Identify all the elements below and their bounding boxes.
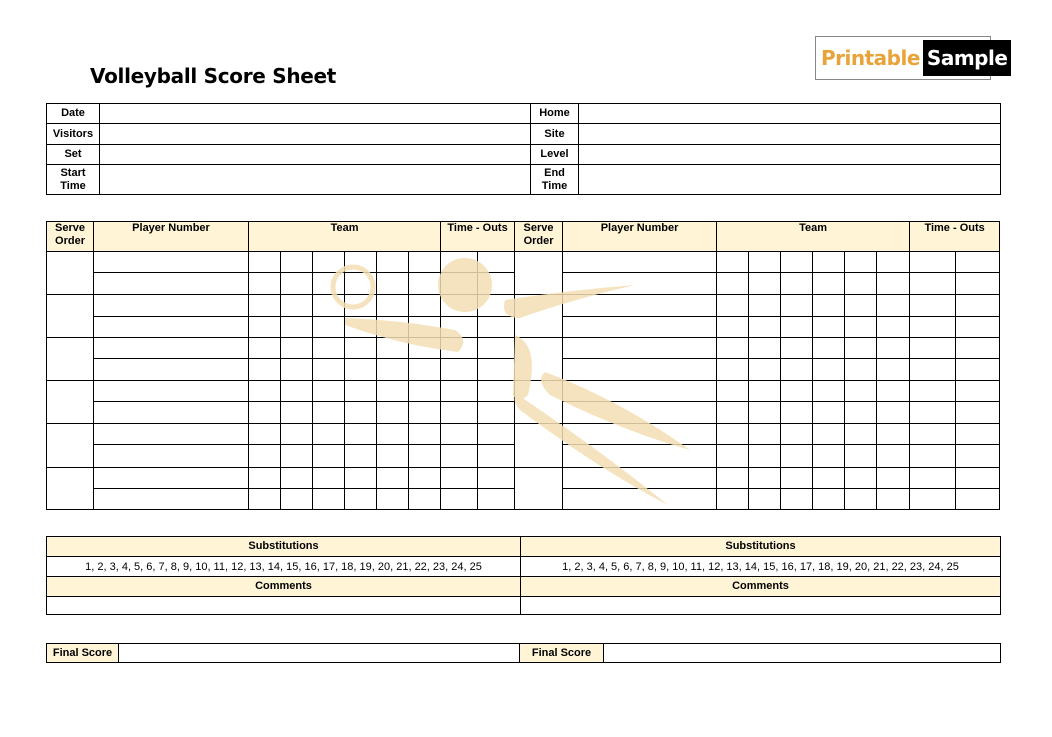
time-out-cell-right[interactable]	[910, 468, 956, 489]
player-number-cell-right[interactable]	[563, 317, 717, 338]
team-score-cell-right[interactable]	[813, 445, 845, 468]
team-score-cell-right[interactable]	[845, 445, 877, 468]
player-number-cell-left[interactable]	[94, 273, 249, 295]
team-score-cell-right[interactable]	[749, 338, 781, 359]
comments-header-right: Comments	[521, 577, 1001, 597]
team-score-cell-right[interactable]	[877, 359, 910, 381]
team-score-cell-right[interactable]	[845, 402, 877, 424]
team-score-cell-left[interactable]	[377, 381, 409, 402]
team-score-cell-left[interactable]	[281, 468, 313, 489]
team-score-cell-left[interactable]	[409, 359, 441, 381]
team-score-cell-right[interactable]	[717, 381, 749, 402]
team-score-cell-right[interactable]	[717, 445, 749, 468]
team-score-cell-right[interactable]	[781, 295, 813, 317]
serve-order-cell-right[interactable]	[515, 381, 563, 424]
substitutions-header-left: Substitutions	[47, 537, 521, 557]
substitution-numbers-left[interactable]: 1, 2, 3, 4, 5, 6, 7, 8, 9, 10, 11, 12, 13, 14, 15, 16, 17, 18, 19, 20, 21, 22, 23, 24, 25	[47, 557, 521, 577]
time-out-cell-right[interactable]	[956, 468, 1000, 489]
team-score-cell-right[interactable]	[845, 317, 877, 338]
team-score-cell-right[interactable]	[813, 424, 845, 445]
team-score-cell-right[interactable]	[845, 468, 877, 489]
team-score-cell-right[interactable]	[781, 252, 813, 273]
time-outs-header-left: Time - Outs	[441, 222, 515, 252]
printable-sample-logo	[815, 36, 1008, 80]
team-score-cell-left[interactable]	[345, 359, 377, 381]
serve-order-cell-left[interactable]	[47, 295, 94, 338]
end-time-field[interactable]	[579, 165, 1001, 195]
team-score-cell-right[interactable]	[877, 468, 910, 489]
team-score-cell-right[interactable]	[749, 402, 781, 424]
team-score-cell-left[interactable]	[281, 338, 313, 359]
serve-order-header-right: Serve Order	[515, 222, 563, 252]
team-score-cell-right[interactable]	[813, 359, 845, 381]
time-out-cell-right[interactable]	[910, 381, 956, 402]
team-score-cell-right[interactable]	[749, 445, 781, 468]
time-out-cell-right[interactable]	[910, 317, 956, 338]
player-number-cell-left[interactable]	[94, 295, 249, 317]
team-score-cell-left[interactable]	[281, 252, 313, 273]
time-out-cell-right[interactable]	[910, 252, 956, 273]
team-score-cell-right[interactable]	[749, 273, 781, 295]
team-score-cell-right[interactable]	[749, 468, 781, 489]
team-score-cell-right[interactable]	[781, 402, 813, 424]
player-number-cell-left[interactable]	[94, 338, 249, 359]
player-number-cell-right[interactable]	[563, 468, 717, 489]
team-score-cell-right[interactable]	[877, 402, 910, 424]
info-table	[46, 103, 1001, 195]
player-number-cell-left[interactable]	[94, 252, 249, 273]
team-score-cell-left[interactable]	[249, 252, 281, 273]
visitors-label: Visitors	[47, 124, 100, 145]
team-score-cell-left[interactable]	[377, 252, 409, 273]
team-score-cell-right[interactable]	[877, 381, 910, 402]
time-out-cell-left[interactable]	[441, 381, 478, 402]
team-score-cell-right[interactable]	[813, 252, 845, 273]
team-score-cell-left[interactable]	[313, 445, 345, 468]
substitutions-table	[46, 536, 1001, 615]
time-out-cell-left[interactable]	[478, 317, 515, 338]
team-score-cell-right[interactable]	[813, 402, 845, 424]
team-score-cell-left[interactable]	[313, 338, 345, 359]
team-score-cell-right[interactable]	[717, 317, 749, 338]
final-score-label-left: Final Score	[47, 644, 119, 663]
team-score-cell-right[interactable]	[877, 295, 910, 317]
serve-order-cell-left[interactable]	[47, 468, 94, 510]
table-row	[47, 468, 1000, 489]
player-number-cell-left[interactable]	[94, 381, 249, 402]
substitutions-header-right: Substitutions	[521, 537, 1001, 557]
team-score-cell-left[interactable]	[377, 445, 409, 468]
serve-order-cell-right[interactable]	[515, 252, 563, 295]
team-score-cell-left[interactable]	[377, 468, 409, 489]
team-score-cell-left[interactable]	[345, 489, 377, 510]
team-score-cell-right[interactable]	[749, 359, 781, 381]
time-out-cell-left[interactable]	[478, 402, 515, 424]
site-field[interactable]	[579, 124, 1001, 145]
team-score-cell-left[interactable]	[249, 338, 281, 359]
team-score-cell-left[interactable]	[377, 295, 409, 317]
time-out-cell-left[interactable]	[478, 424, 515, 445]
time-out-cell-left[interactable]	[478, 489, 515, 510]
table-row	[47, 338, 1000, 359]
final-score-field-left[interactable]	[119, 644, 520, 663]
team-score-cell-right[interactable]	[781, 338, 813, 359]
team-header-right: Team	[717, 222, 910, 252]
substitution-numbers-right[interactable]: 1, 2, 3, 4, 5, 6, 7, 8, 9, 10, 11, 12, 13, 14, 15, 16, 17, 18, 19, 20, 21, 22, 23, 24, 25	[521, 557, 1001, 577]
player-number-cell-right[interactable]	[563, 252, 717, 273]
player-number-header-left: Player Number	[94, 222, 249, 252]
time-out-cell-right[interactable]	[956, 338, 1000, 359]
team-score-cell-left[interactable]	[249, 273, 281, 295]
time-out-cell-right[interactable]	[910, 273, 956, 295]
team-score-cell-right[interactable]	[749, 489, 781, 510]
team-score-cell-left[interactable]	[249, 359, 281, 381]
team-score-cell-left[interactable]	[281, 424, 313, 445]
team-score-cell-right[interactable]	[845, 424, 877, 445]
team-score-cell-left[interactable]	[249, 424, 281, 445]
team-score-cell-left[interactable]	[377, 489, 409, 510]
team-score-cell-right[interactable]	[877, 338, 910, 359]
time-out-cell-left[interactable]	[441, 295, 478, 317]
team-score-cell-left[interactable]	[377, 338, 409, 359]
home-field[interactable]	[579, 104, 1001, 124]
serve-order-cell-right[interactable]	[515, 338, 563, 381]
team-score-cell-right[interactable]	[813, 273, 845, 295]
team-score-cell-left[interactable]	[409, 402, 441, 424]
time-out-cell-right[interactable]	[910, 338, 956, 359]
team-score-cell-right[interactable]	[845, 252, 877, 273]
team-score-cell-left[interactable]	[409, 468, 441, 489]
team-score-cell-left[interactable]	[345, 317, 377, 338]
team-score-cell-right[interactable]	[845, 338, 877, 359]
table-row	[47, 424, 1000, 445]
player-number-cell-right[interactable]	[563, 424, 717, 445]
team-score-cell-left[interactable]	[377, 424, 409, 445]
time-out-cell-left[interactable]	[441, 402, 478, 424]
serve-order-cell-left[interactable]	[47, 381, 94, 424]
time-out-cell-left[interactable]	[441, 252, 478, 273]
time-out-cell-right[interactable]	[956, 489, 1000, 510]
comments-field-left[interactable]	[47, 597, 521, 615]
player-number-cell-right[interactable]	[563, 359, 717, 381]
team-score-cell-right[interactable]	[813, 317, 845, 338]
team-score-cell-right[interactable]	[877, 252, 910, 273]
team-score-cell-right[interactable]	[717, 468, 749, 489]
logo-text-sample: Sample	[923, 40, 1011, 76]
player-number-cell-left[interactable]	[94, 489, 249, 510]
team-score-cell-left[interactable]	[409, 273, 441, 295]
set-label: Set	[47, 145, 100, 165]
team-score-cell-left[interactable]	[409, 295, 441, 317]
player-number-cell-right[interactable]	[563, 381, 717, 402]
team-score-cell-left[interactable]	[281, 295, 313, 317]
time-out-cell-left[interactable]	[441, 424, 478, 445]
team-score-cell-left[interactable]	[249, 295, 281, 317]
team-score-cell-left[interactable]	[281, 359, 313, 381]
serve-order-cell-right[interactable]	[515, 468, 563, 510]
table-row	[47, 252, 1000, 273]
time-out-cell-right[interactable]	[956, 295, 1000, 317]
time-outs-header-right: Time - Outs	[910, 222, 1000, 252]
team-score-cell-right[interactable]	[781, 468, 813, 489]
team-score-cell-left[interactable]	[313, 424, 345, 445]
table-row	[47, 381, 1000, 402]
time-out-cell-left[interactable]	[478, 252, 515, 273]
visitors-field[interactable]	[100, 124, 531, 145]
team-score-cell-left[interactable]	[377, 402, 409, 424]
logo-text-printable: Printable	[821, 46, 920, 70]
team-score-cell-left[interactable]	[313, 252, 345, 273]
team-score-cell-left[interactable]	[313, 359, 345, 381]
team-score-cell-left[interactable]	[409, 489, 441, 510]
serve-order-cell-left[interactable]	[47, 424, 94, 468]
page-title: Volleyball Score Sheet	[90, 64, 337, 88]
team-score-cell-left[interactable]	[409, 338, 441, 359]
team-score-cell-right[interactable]	[877, 424, 910, 445]
serve-order-cell-right[interactable]	[515, 424, 563, 468]
team-score-cell-right[interactable]	[845, 489, 877, 510]
team-score-cell-right[interactable]	[813, 295, 845, 317]
player-number-cell-right[interactable]	[563, 445, 717, 468]
team-score-cell-right[interactable]	[749, 381, 781, 402]
team-score-cell-right[interactable]	[717, 295, 749, 317]
team-score-cell-right[interactable]	[781, 424, 813, 445]
final-score-field-right[interactable]	[604, 644, 1001, 663]
start-time-label: Start Time	[47, 165, 100, 195]
team-score-cell-left[interactable]	[313, 381, 345, 402]
team-score-cell-right[interactable]	[749, 317, 781, 338]
team-score-cell-left[interactable]	[345, 338, 377, 359]
serve-order-cell-left[interactable]	[47, 338, 94, 381]
player-number-cell-left[interactable]	[94, 445, 249, 468]
team-score-cell-right[interactable]	[717, 424, 749, 445]
team-score-cell-right[interactable]	[813, 381, 845, 402]
team-score-cell-left[interactable]	[313, 273, 345, 295]
team-score-cell-right[interactable]	[781, 317, 813, 338]
team-score-cell-left[interactable]	[345, 295, 377, 317]
time-out-cell-right[interactable]	[956, 424, 1000, 445]
time-out-cell-left[interactable]	[478, 468, 515, 489]
time-out-cell-right[interactable]	[910, 424, 956, 445]
team-score-cell-right[interactable]	[845, 359, 877, 381]
player-number-cell-right[interactable]	[563, 273, 717, 295]
time-out-cell-right[interactable]	[956, 381, 1000, 402]
site-label: Site	[531, 124, 579, 145]
team-score-cell-left[interactable]	[281, 381, 313, 402]
level-field[interactable]	[579, 145, 1001, 165]
time-out-cell-left[interactable]	[441, 445, 478, 468]
team-score-cell-left[interactable]	[313, 489, 345, 510]
end-time-label: End Time	[531, 165, 579, 195]
final-score-table	[46, 643, 1001, 663]
time-out-cell-right[interactable]	[956, 252, 1000, 273]
team-score-cell-right[interactable]	[877, 273, 910, 295]
time-out-cell-right[interactable]	[910, 489, 956, 510]
comments-header-left: Comments	[47, 577, 521, 597]
final-score-label-right: Final Score	[520, 644, 604, 663]
team-score-cell-right[interactable]	[717, 359, 749, 381]
team-score-cell-left[interactable]	[409, 445, 441, 468]
team-score-cell-left[interactable]	[409, 252, 441, 273]
time-out-cell-right[interactable]	[910, 359, 956, 381]
team-score-cell-right[interactable]	[717, 402, 749, 424]
team-score-cell-right[interactable]	[717, 252, 749, 273]
time-out-cell-left[interactable]	[441, 468, 478, 489]
team-score-cell-left[interactable]	[249, 489, 281, 510]
team-score-cell-left[interactable]	[281, 489, 313, 510]
time-out-cell-right[interactable]	[910, 295, 956, 317]
time-out-cell-left[interactable]	[441, 338, 478, 359]
team-score-cell-right[interactable]	[845, 273, 877, 295]
time-out-cell-left[interactable]	[441, 273, 478, 295]
player-number-cell-right[interactable]	[563, 295, 717, 317]
team-score-cell-left[interactable]	[345, 273, 377, 295]
player-number-cell-left[interactable]	[94, 317, 249, 338]
team-score-cell-left[interactable]	[281, 402, 313, 424]
time-out-cell-right[interactable]	[956, 317, 1000, 338]
team-score-cell-left[interactable]	[377, 359, 409, 381]
team-score-cell-left[interactable]	[281, 273, 313, 295]
team-score-cell-right[interactable]	[717, 273, 749, 295]
start-time-field[interactable]	[100, 165, 531, 195]
team-header-left: Team	[249, 222, 441, 252]
time-out-cell-left[interactable]	[441, 359, 478, 381]
team-score-cell-left[interactable]	[377, 273, 409, 295]
player-number-header-right: Player Number	[563, 222, 717, 252]
player-number-cell-left[interactable]	[94, 468, 249, 489]
team-score-cell-right[interactable]	[781, 359, 813, 381]
time-out-cell-left[interactable]	[441, 489, 478, 510]
player-number-cell-right[interactable]	[563, 338, 717, 359]
team-score-cell-left[interactable]	[377, 317, 409, 338]
time-out-cell-right[interactable]	[910, 445, 956, 468]
player-number-cell-right[interactable]	[563, 402, 717, 424]
team-score-cell-left[interactable]	[409, 381, 441, 402]
level-label: Level	[531, 145, 579, 165]
time-out-cell-left[interactable]	[478, 338, 515, 359]
team-score-cell-right[interactable]	[813, 489, 845, 510]
time-out-cell-left[interactable]	[478, 359, 515, 381]
team-score-cell-right[interactable]	[749, 295, 781, 317]
team-score-cell-left[interactable]	[313, 402, 345, 424]
time-out-cell-right[interactable]	[956, 402, 1000, 424]
team-score-cell-left[interactable]	[313, 317, 345, 338]
team-score-cell-right[interactable]	[845, 381, 877, 402]
player-number-cell-left[interactable]	[94, 424, 249, 445]
team-score-cell-right[interactable]	[749, 424, 781, 445]
team-score-cell-right[interactable]	[813, 338, 845, 359]
time-out-cell-left[interactable]	[478, 295, 515, 317]
team-score-cell-left[interactable]	[249, 317, 281, 338]
player-number-cell-left[interactable]	[94, 359, 249, 381]
serve-order-cell-left[interactable]	[47, 252, 94, 295]
time-out-cell-left[interactable]	[478, 445, 515, 468]
time-out-cell-left[interactable]	[478, 273, 515, 295]
team-score-cell-left[interactable]	[345, 445, 377, 468]
team-score-cell-left[interactable]	[345, 468, 377, 489]
home-label: Home	[531, 104, 579, 124]
team-score-cell-right[interactable]	[845, 295, 877, 317]
serve-order-header-left: Serve Order	[47, 222, 94, 252]
set-field[interactable]	[100, 145, 531, 165]
team-score-cell-left[interactable]	[345, 252, 377, 273]
time-out-cell-right[interactable]	[956, 359, 1000, 381]
team-score-cell-left[interactable]	[249, 445, 281, 468]
time-out-cell-right[interactable]	[910, 402, 956, 424]
team-score-cell-left[interactable]	[409, 424, 441, 445]
team-score-cell-left[interactable]	[281, 445, 313, 468]
score-table	[46, 221, 1000, 510]
player-number-cell-left[interactable]	[94, 402, 249, 424]
team-score-cell-left[interactable]	[249, 468, 281, 489]
date-field[interactable]	[100, 104, 531, 124]
team-score-cell-left[interactable]	[409, 317, 441, 338]
team-score-cell-left[interactable]	[345, 381, 377, 402]
team-score-cell-left[interactable]	[313, 468, 345, 489]
time-out-cell-right[interactable]	[956, 445, 1000, 468]
team-score-cell-left[interactable]	[345, 402, 377, 424]
team-score-cell-right[interactable]	[877, 489, 910, 510]
team-score-cell-left[interactable]	[313, 295, 345, 317]
time-out-cell-right[interactable]	[956, 273, 1000, 295]
team-score-cell-right[interactable]	[717, 338, 749, 359]
time-out-cell-left[interactable]	[441, 317, 478, 338]
time-out-cell-left[interactable]	[478, 381, 515, 402]
team-score-cell-left[interactable]	[345, 424, 377, 445]
table-row	[47, 295, 1000, 317]
team-score-cell-left[interactable]	[249, 402, 281, 424]
comments-field-right[interactable]	[521, 597, 1001, 615]
serve-order-cell-right[interactable]	[515, 295, 563, 338]
player-number-cell-right[interactable]	[563, 489, 717, 510]
team-score-cell-right[interactable]	[781, 489, 813, 510]
team-score-cell-right[interactable]	[781, 273, 813, 295]
date-label: Date	[47, 104, 100, 124]
team-score-cell-left[interactable]	[281, 317, 313, 338]
team-score-cell-right[interactable]	[877, 317, 910, 338]
team-score-cell-right[interactable]	[781, 445, 813, 468]
score-rows	[47, 252, 1000, 510]
team-score-cell-right[interactable]	[781, 381, 813, 402]
team-score-cell-left[interactable]	[249, 381, 281, 402]
team-score-cell-right[interactable]	[877, 445, 910, 468]
team-score-cell-right[interactable]	[717, 489, 749, 510]
team-score-cell-right[interactable]	[813, 468, 845, 489]
team-score-cell-right[interactable]	[749, 252, 781, 273]
